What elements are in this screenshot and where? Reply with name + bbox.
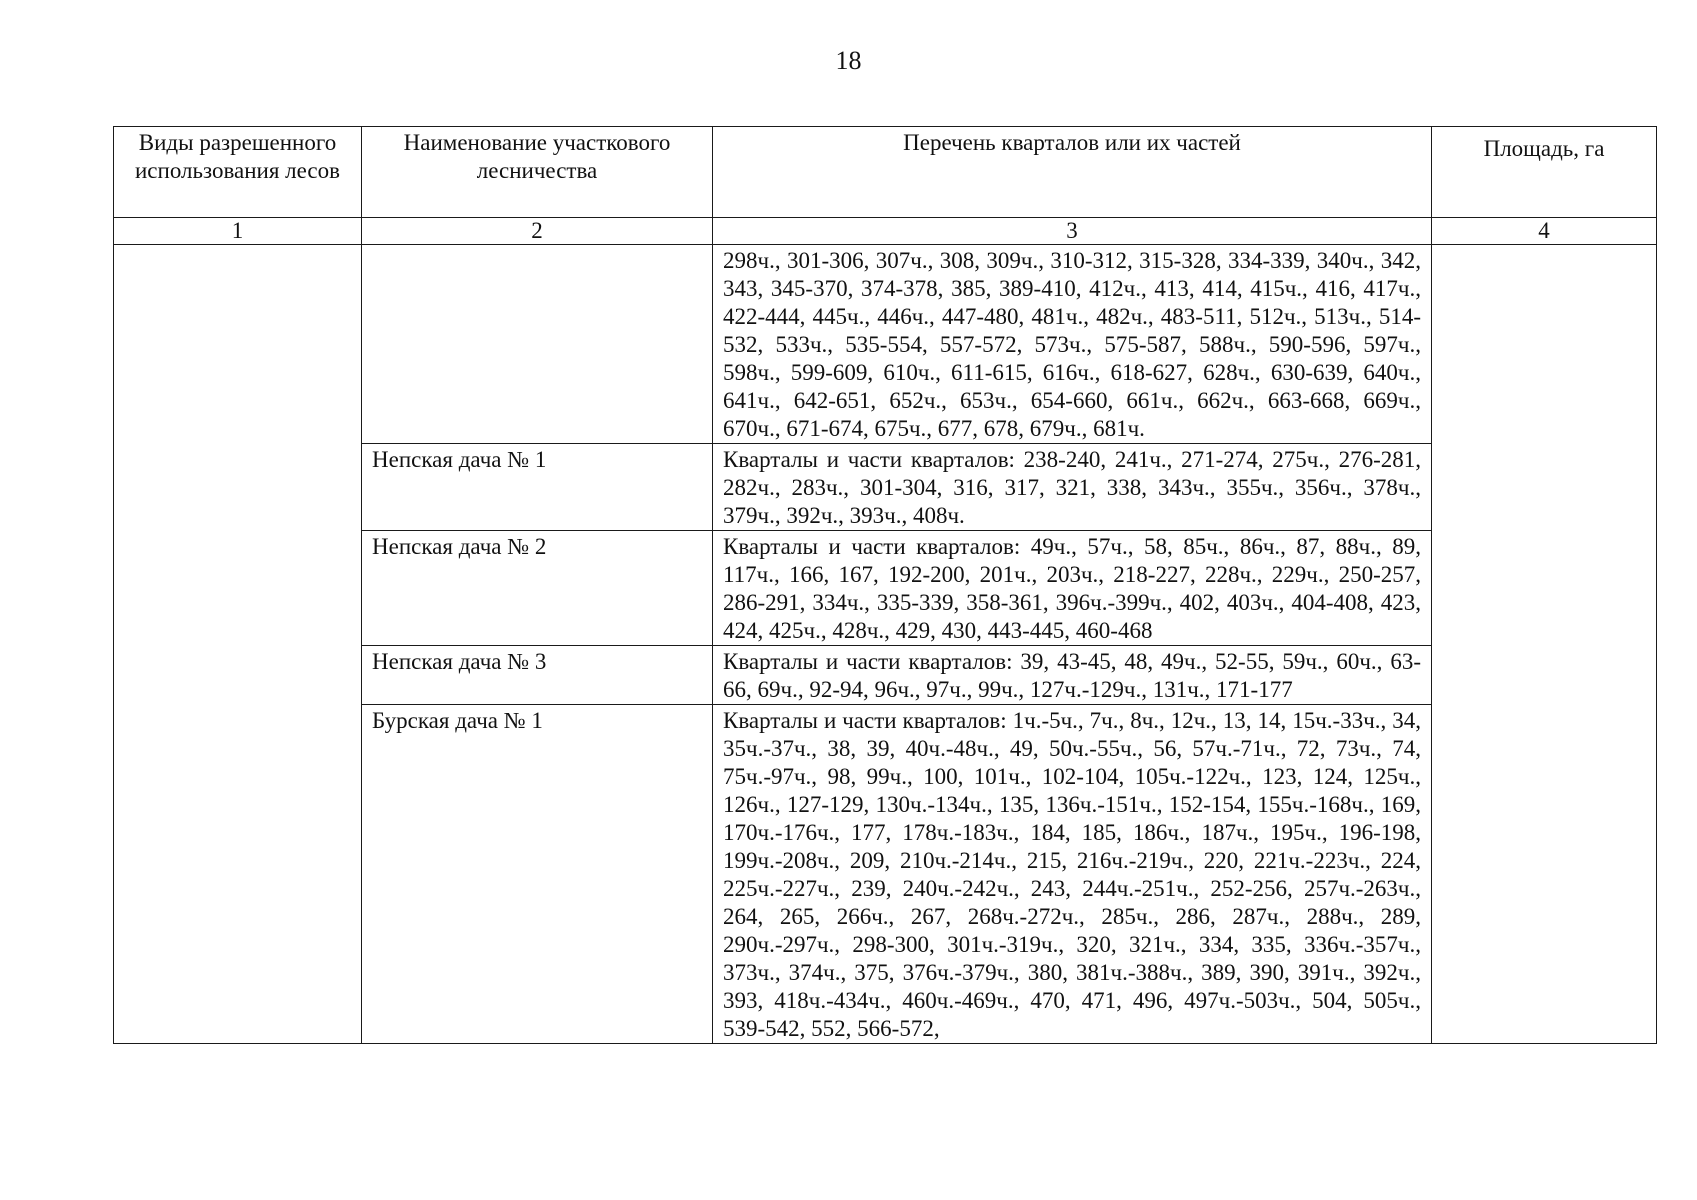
quarters-list-cell: Кварталы и части кварталов: 238-240, 241ч., 271-274, 275ч., 276-281, 282ч., 283ч., 301-304, 316, 317, 321, 338, 343ч., 355ч., 356ч., 378ч., 379ч., 392ч., 393ч., 408ч. [713,444,1432,531]
column-number: 2 [362,218,713,245]
use-type-cell [114,245,362,1044]
quarters-list-cell: Кварталы и части кварталов: 1ч.-5ч., 7ч., 8ч., 12ч., 13, 14, 15ч.-33ч., 34, 35ч.-37ч., 38, 39, 40ч.-48ч., 49, 50ч.-55ч., 56, 57ч.-71ч., 72, 73ч., 74, 75ч.-97ч., 98, 99ч., 100, 101ч., 102-104, 105ч.-122ч., 123, 124, 125ч., 126ч., 127-129, 130ч.-134ч., 135, 136ч.-151ч., 152-154, 155ч.-168ч., 169, 170ч.-176ч., 177, 178ч.-183ч., 184, 185, 186ч., 187ч., 195ч., 196-198, 199ч.-208ч., 209, 210ч.-214ч., 215, 216ч.-219ч., 220, 221ч.-223ч., 224, 225ч.-227ч., 239, 240ч.-242ч., 243, 244ч.-251ч., 252-256, 257ч.-263ч., 264, 265, 266ч., 267, 268ч.-272ч., 285ч., 286, 287ч., 288ч., 289, 290ч.-297ч., 298-300, 301ч.-319ч., 320, 321ч., 334, 335, 336ч.-357ч., 373ч., 374ч., 375, 376ч.-379ч., 380, 381ч.-388ч., 389, 390, 391ч., 392ч., 393, 418ч.-434ч., 460ч.-469ч., 470, 471, 496, 497ч.-503ч., 504, 505ч., 539-542, 552, 566-572, [713,705,1432,1044]
page-number: 18 [835,46,862,75]
table-header-row [114,127,1657,218]
quarters-list-cell: 298ч., 301-306, 307ч., 308, 309ч., 310-312, 315-328, 334-339, 340ч., 342, 343, 345-370, 374-378, 385, 389-410, 412ч., 413, 414, 415ч., 416, 417ч., 422-444, 445ч., 446ч., 447-480, 481ч., 482ч., 483-511, 512ч., 513ч., 514-532, 533ч., 535-554, 557-572, 573ч., 575-587, 588ч., 590-596, 597ч., 598ч., 599-609, 610ч., 611-615, 616ч., 618-627, 628ч., 630-639, 640ч., 641ч., 642-651, 652ч., 653ч., 654-660, 661ч., 662ч., 663-668, 669ч., 670ч., 671-674, 675ч., 677, 678, 679ч., 681ч. [713,245,1432,444]
forestry-name-cell: Непская дача № 2 [362,531,713,646]
forestry-name-cell [362,245,713,444]
forestry-name-cell: Непская дача № 1 [362,444,713,531]
forestry-name-cell: Непская дача № 3 [362,646,713,705]
column-number: 3 [713,218,1432,245]
table-row [114,245,1657,444]
area-cell [1432,245,1657,1044]
forestry-name-cell: Бурская дача № 1 [362,705,713,1044]
column-number: 1 [114,218,362,245]
header-area: Площадь, га [1432,127,1657,218]
quarters-list-cell: Кварталы и части кварталов: 39, 43-45, 48, 49ч., 52-55, 59ч., 60ч., 63-66, 69ч., 92-94, 96ч., 97ч., 99ч., 127ч.-129ч., 131ч., 171-177 [713,646,1432,705]
header-forestry-name: Наименование участкового лесничества [362,127,713,218]
header-use-types: Виды разрешенного использования лесов [114,127,362,218]
quarters-list-cell: Кварталы и части кварталов: 49ч., 57ч., 58, 85ч., 86ч., 87, 88ч., 89, 117ч., 166, 167, 192-200, 201ч., 203ч., 218-227, 228ч., 229ч., 250-257, 286-291, 334ч., 335-339, 358-361, 396ч.-399ч., 402, 403ч., 404-408, 423, 424, 425ч., 428ч., 429, 430, 443-445, 460-468 [713,531,1432,646]
column-number-row [114,218,1657,245]
column-number: 4 [1432,218,1657,245]
forest-quarters-table [113,126,1657,1044]
header-quarters-list: Перечень кварталов или их частей [713,127,1432,218]
